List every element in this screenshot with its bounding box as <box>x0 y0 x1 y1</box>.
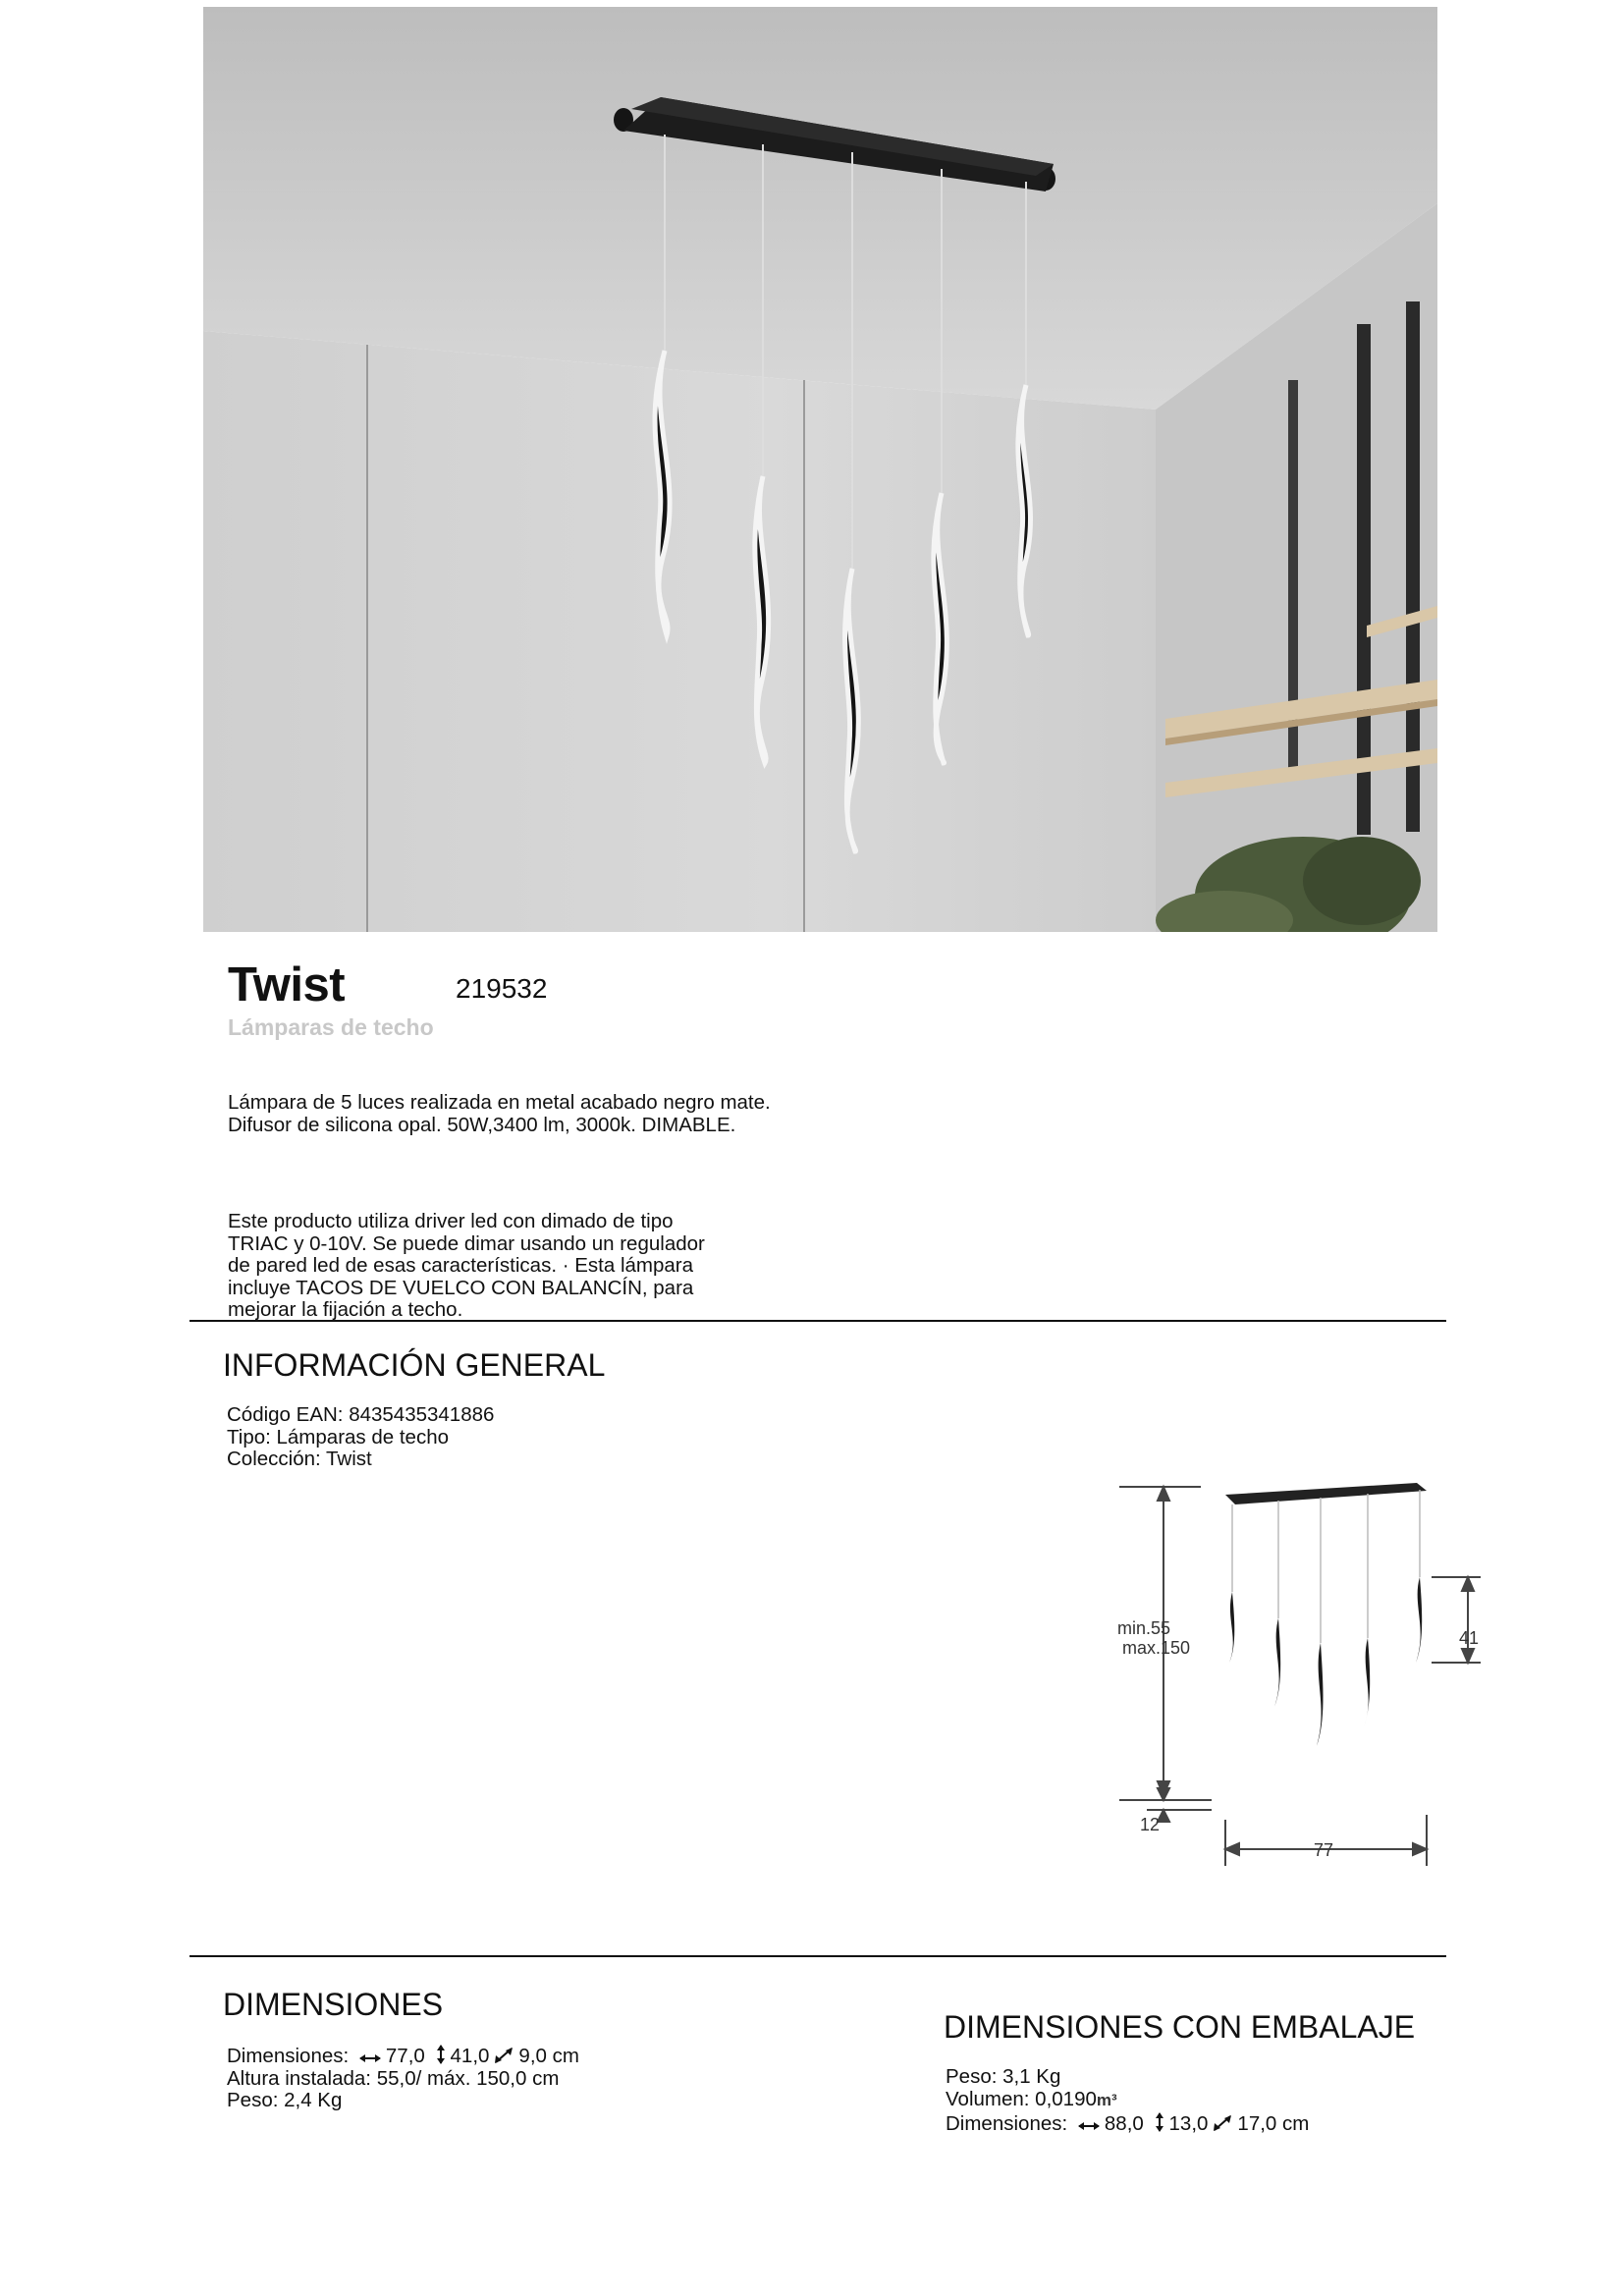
packaging-weight: Peso: 3,1 Kg <box>946 2065 1061 2088</box>
packaging-width-value: 88,0 <box>1104 2112 1144 2136</box>
description-line: Difusor de silicona opal. 50W,3400 lm, 3000k. DIMABLE. <box>228 1113 736 1136</box>
packaging-volume <box>946 2089 1309 2112</box>
packaging-dimensions-row <box>946 2111 1309 2136</box>
note-line: incluye TACOS DE VUELCO CON BALANCÍN, para <box>228 1276 694 1299</box>
note-line: TRIAC y 0-10V. Se puede dimar usando un regulador <box>228 1231 705 1255</box>
product-weight: Peso: 2,4 Kg <box>227 2089 343 2112</box>
general-info-title: INFORMACIÓN GENERAL <box>223 1347 606 1383</box>
title-block <box>228 957 548 1041</box>
section-divider <box>189 1955 1446 1957</box>
depth-value: 9,0 cm <box>518 2045 579 2067</box>
product-category: Lámparas de techo <box>228 1014 434 1040</box>
dimensions-title: DIMENSIONES <box>223 1987 444 2022</box>
volume-unit: m³ <box>1096 2090 1117 2109</box>
product-name: Twist <box>228 958 346 1011</box>
packaging-dimensions-label: Dimensiones: <box>946 2112 1068 2136</box>
packaging-depth-value: 17,0 cm <box>1237 2112 1310 2136</box>
note-line: Este producto utiliza driver led con dimado de tipo <box>228 1210 674 1232</box>
depth-arrow-icon <box>1212 2113 1233 2133</box>
driver-note <box>228 1211 705 1322</box>
dimensions-row <box>227 2044 579 2068</box>
width-value: 77,0 <box>385 2045 425 2067</box>
product-type: Tipo: Lámparas de techo <box>227 1425 450 1449</box>
section-divider <box>189 1320 1446 1322</box>
collection: Colección: Twist <box>227 1448 372 1471</box>
lamp-height-label: 41 <box>1459 1628 1480 1648</box>
ean-code: Código EAN: 8435435341886 <box>227 1403 495 1426</box>
product-description <box>228 1092 771 1136</box>
dimensions-list <box>227 2044 579 2112</box>
depth-arrow-icon <box>493 2046 514 2065</box>
height-max-label: max.150 <box>1122 1638 1191 1658</box>
height-arrow-icon <box>435 2044 447 2065</box>
width-label: 77 <box>1314 1840 1334 1860</box>
packaging-list <box>946 2066 1309 2136</box>
general-info-list <box>227 1404 494 1471</box>
note-line: mejorar la fijación a techo. <box>228 1298 463 1322</box>
height-min-label: min.55 <box>1117 1618 1171 1638</box>
dimensions-label: Dimensiones: <box>227 2045 350 2067</box>
height-value: 41,0 <box>450 2045 490 2067</box>
dimension-diagram <box>1108 1461 1500 1874</box>
installed-height: Altura instalada: 55,0/ máx. 150,0 cm <box>227 2066 560 2090</box>
product-photo <box>203 7 1437 932</box>
volume-value: Volumen: 0,0190 <box>946 2087 1097 2110</box>
description-line: Lámpara de 5 luces realizada en metal acabado negro mate. <box>228 1091 771 1114</box>
product-code: 219532 <box>456 973 548 1004</box>
height-arrow-icon <box>1154 2111 1165 2133</box>
plate-gap-label: 12 <box>1140 1815 1161 1834</box>
width-arrow-icon <box>1077 2119 1101 2133</box>
width-arrow-icon <box>358 2051 382 2065</box>
packaging-title: DIMENSIONES CON EMBALAJE <box>944 2009 1416 2045</box>
packaging-height-value: 13,0 <box>1168 2112 1209 2136</box>
note-line: de pared led de esas características. · Esta lámpara <box>228 1254 694 1278</box>
